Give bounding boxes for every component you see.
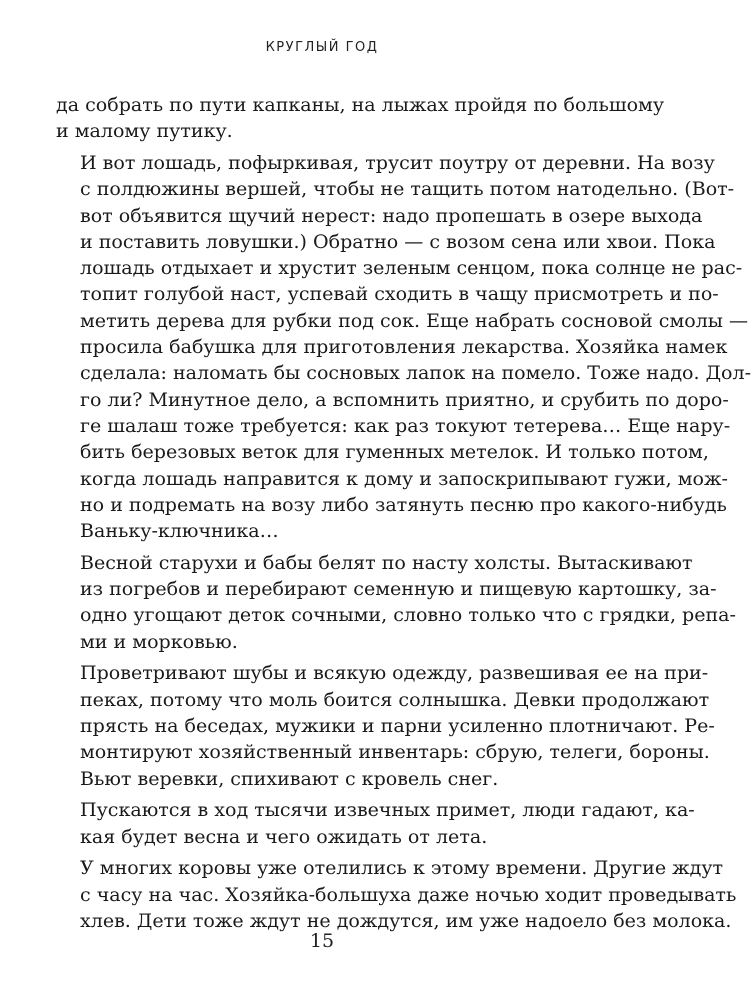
text-line: вот объявится щучий нерест: надо пропешать в озере выхода [80, 204, 703, 227]
paragraph-5 [56, 797, 695, 850]
body-text [56, 92, 751, 940]
text-line: И вот лошадь, пофыркивая, трусит поутру от деревни. На возу [80, 151, 715, 174]
text-line: одно угощают деток сочными, словно только что с грядки, репа- [80, 604, 736, 627]
text-line: топит голубой наст, успевай сходить в чащу присмотреть и по- [80, 283, 719, 306]
text-line: прясть на беседах, мужики и парни усиленно плотничают. Ре- [80, 715, 715, 737]
text-line: когда лошадь направится к дому и запоскрипывают гужи, мож- [80, 467, 728, 490]
page-number: 15 [309, 930, 335, 952]
paragraph-4 [56, 660, 715, 791]
running-head: КРУГЛЫЙ ГОД [265, 40, 379, 55]
text-line: но и подремать на возу либо затянуть песню про какого-нибудь [80, 493, 727, 516]
text-line: Пускаются в ход тысячи извечных примет, люди гадают, ка- [80, 799, 695, 822]
text-line: метить дерева для рубки под сок. Еще набрать сосновой смолы — [80, 309, 749, 332]
text-line: Вьют веревки, спихивают с кровель снег. [80, 767, 499, 790]
text-line: и малому путику. [56, 120, 233, 143]
text-line: У многих коровы уже отелились к этому времени. Другие ждут [80, 857, 724, 880]
text-line: с часу на час. Хозяйка-большуха даже ночью ходит проведывать [80, 883, 737, 906]
text-line: лошадь отдыхает и хрустит зеленым сенцом, пока солнце не рас- [80, 257, 743, 280]
text-line: из погребов и перебирают семенную и пищевую картошку, за- [80, 578, 717, 601]
text-line: ми и морковью. [80, 630, 238, 653]
text-line: да собрать по пути капканы, на лыжах пройдя по большому [56, 94, 665, 116]
text-line: и поставить ловушки.) Обратно — с возом сена или хвои. Пока [80, 230, 716, 253]
text-line: Ваньку-ключника… [80, 520, 279, 543]
text-line: Проветривают шубы и всякую одежду, развешивая ее на при- [80, 662, 709, 685]
paragraph-6 [56, 855, 737, 934]
text-line: кая будет весна и чего ожидать от лета. [80, 825, 488, 848]
text-line: просила бабушка для приготовления лекарства. Хозяйка намек [80, 336, 728, 359]
text-line: го ли? Минутное дело, а вспомнить приятно, и срубить по доро- [80, 388, 729, 411]
text-line: монтируют хозяйственный инвентарь: сбрую, телеги, бороны. [80, 741, 710, 764]
text-line: с полдюжины вершей, чтобы не тащить потом натодельно. (Вот- [80, 178, 735, 201]
paragraph-1 [56, 92, 665, 145]
text-line: бить березовых веток для гуменных метелок. И только потом, [80, 441, 709, 464]
paragraph-3 [56, 550, 736, 655]
text-line: сделала: наломать бы сосновых лапок на помело. Тоже надо. Дол- [80, 362, 751, 385]
paragraph-2 [56, 150, 751, 544]
text-line: хлев. Дети тоже ждут не дождутся, им уже надоело без молока. [80, 909, 732, 932]
text-line: Весной старухи и бабы белят по насту холсты. Вытаскивают [80, 551, 693, 574]
text-line: ге шалаш тоже требуется: как раз токуют тетерева… Еще нару- [80, 414, 731, 437]
text-line: пеках, потому что моль боится солнышка. Девки продолжают [80, 688, 710, 711]
